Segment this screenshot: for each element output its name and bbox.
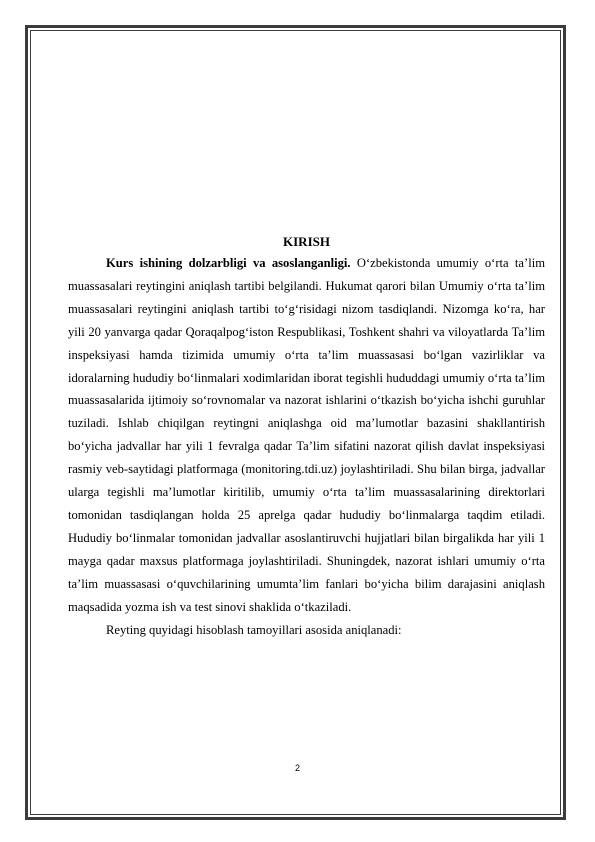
paragraph-body: O‘zbekistonda umumiy o‘rta ta’lim muassasalari reytingini aniqlash tartibi belgilandi. Hukumat qarori bilan Umumiy o‘rta ta’lim muassasalari reytingini aniqlash tartibi to‘g‘risidagi nizom tasdiqlandi. Nizomga ko‘ra, har yili 20 yanvarga qadar Qoraqalpog‘iston Respublikasi, Toshkent shahri va viloyatlarda Ta’lim inspeksiyasi hamda tizimida umumiy o‘rta ta’lim muassasasi bo‘lgan vazirliklar va idoralarning hududiy bo‘linmalari xodimlaridan iborat tegishli hududdagi umumiy o‘rta ta’lim muassasalarida ijtimoiy so‘rovnomalar va nazorat ishlarini o‘tkazish bo‘yicha ishchi guruhlar tuziladi. Ishlab chiqilgan reytingni aniqlashga oid ma’lumotlar bazasini shakllantirish bo‘yicha jadvallar har yili 1 fevralga qadar Ta’lim sifatini nazorat qilish davlat inspeksiyasi rasmiy veb-saytidagi platformaga (monitoring.tdi.uz) joylashtiriladi. Shu bilan birga, jadvallar ularga tegishli ma’lumotlar kiritilib, umumiy o‘rta ta’lim muassasalarining direktorlari tomonidan tasdiqlangan holda 25 aprelga qadar hududiy bo‘linmalarga taqdim etiladi. Hududiy bo‘linmalar tomonidan jadvallar asoslantiruvchi hujjatlari bilan birgalikda har yili 1 mayga qadar maxsus platformaga joylashtiriladi. Shuningdek, nazorat ishlari umumiy o‘rta ta’lim muassasasi o‘quvchilarining umumta’lim fanlari bo‘yicha bilim darajasini aniqlash maqsadida yozma ish va test sinovi shaklida o‘tkaziladi. [68, 256, 545, 614]
intro-paragraph [68, 252, 545, 619]
section-heading: KIRISH [283, 234, 330, 249]
document-body [68, 232, 545, 641]
paragraph-lead: Kurs ishining dolzarbligi va asoslanganligi. [106, 256, 351, 270]
principles-paragraph: Reyting quyidagi hisoblash tamoyillari asosida aniqlanadi: [106, 622, 402, 637]
page-number: 2 [294, 763, 300, 773]
